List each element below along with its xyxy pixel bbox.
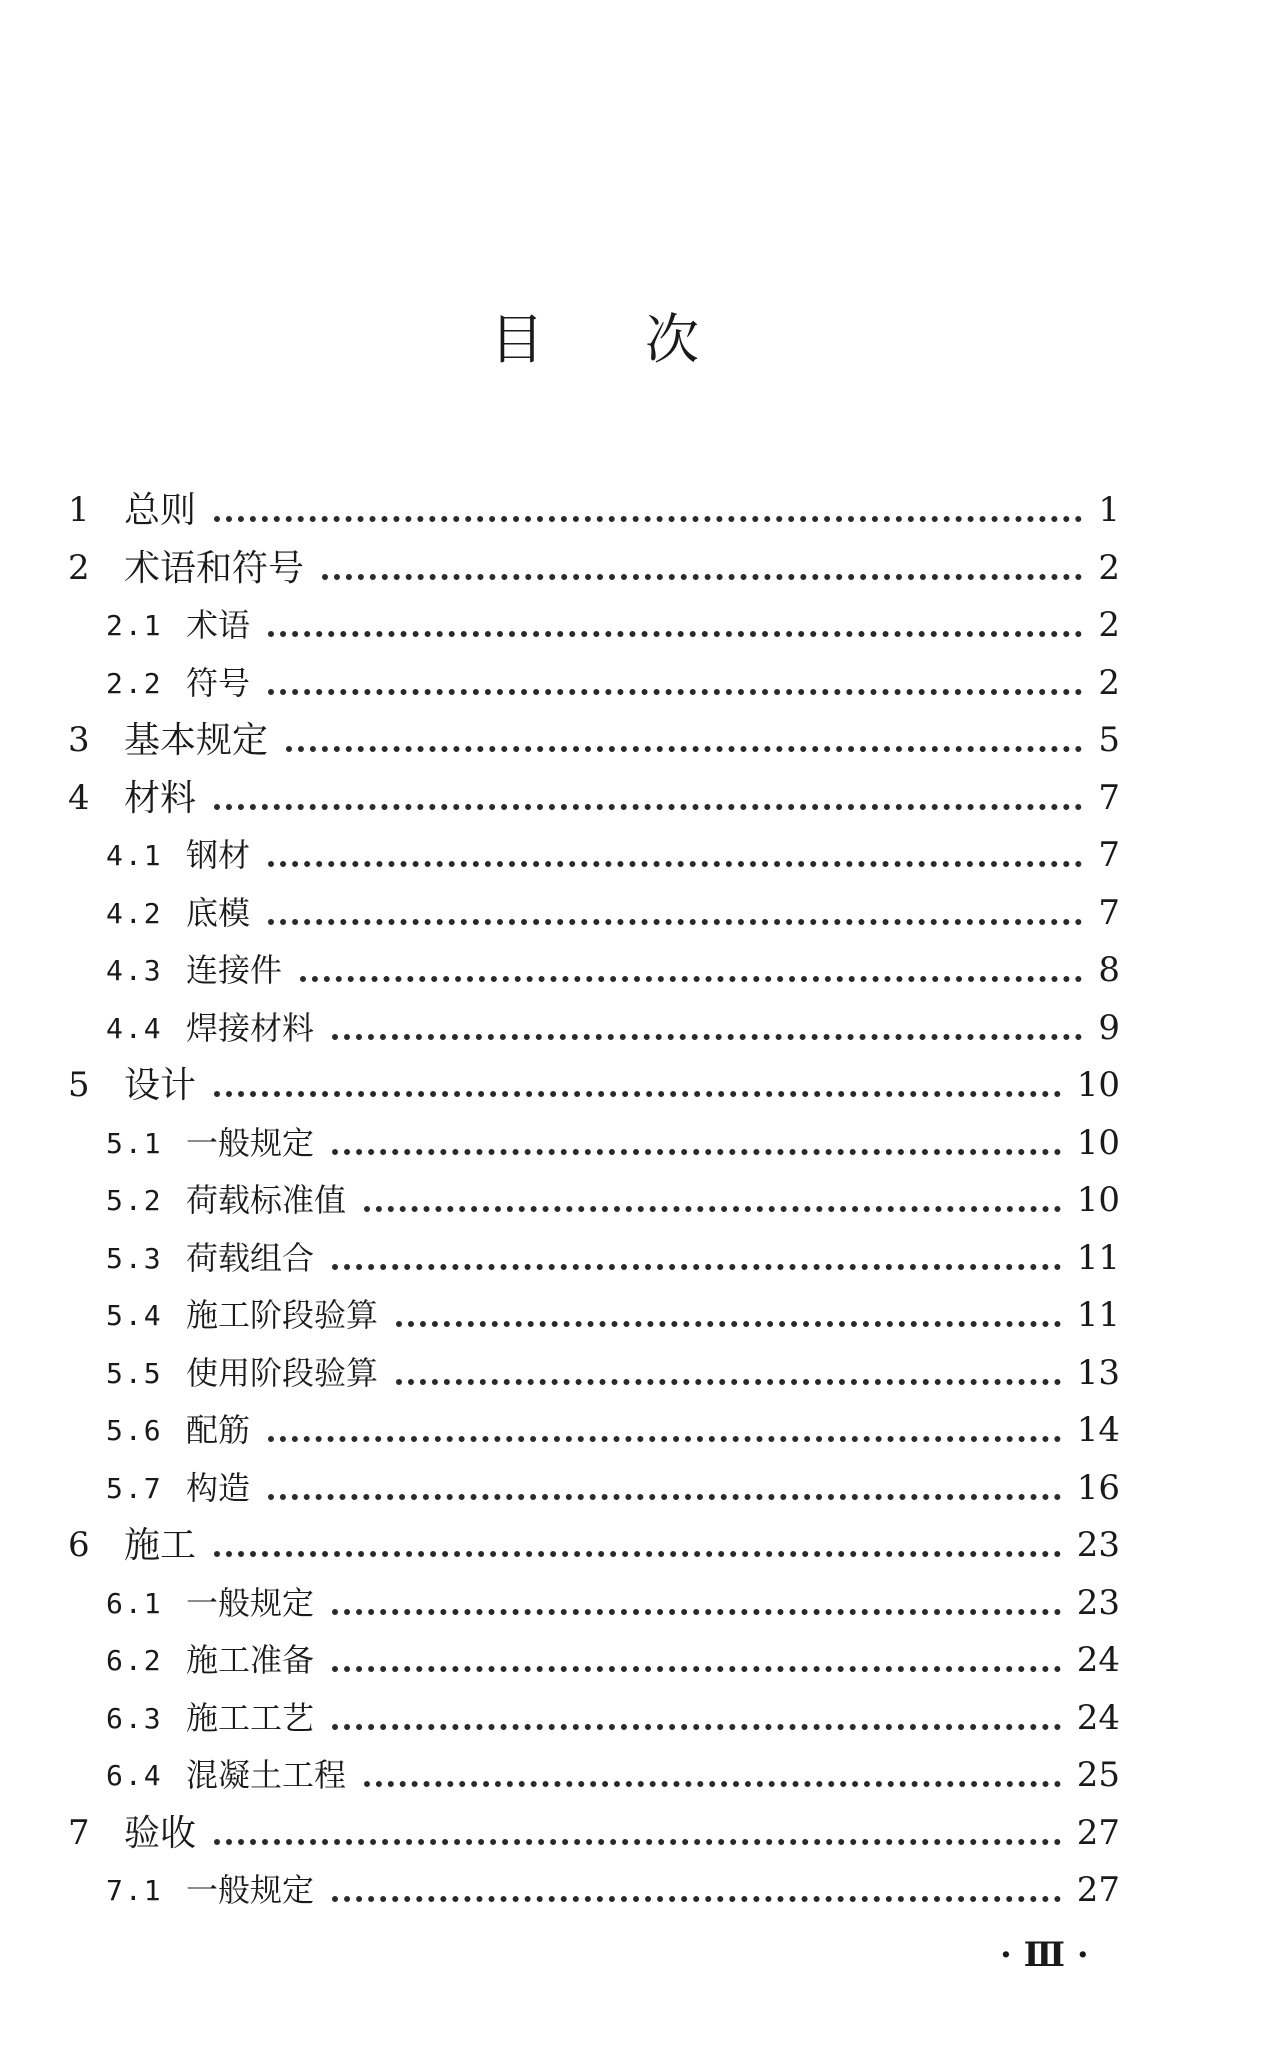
toc-entry-page-number: 23 [1076, 1525, 1120, 1565]
toc-dot-leader [332, 1034, 1082, 1040]
toc-entry-label: 设计 [124, 1065, 197, 1106]
toc-entry-number: 6.4 [106, 1759, 163, 1792]
toc-entry[interactable] [0, 1517, 1280, 1575]
toc-entry-number: 5.1 [106, 1126, 163, 1160]
toc-entry-number: 5.4 [106, 1299, 163, 1332]
toc-entry[interactable] [0, 1862, 1280, 1920]
toc-entry-page-number: 16 [1076, 1467, 1120, 1508]
toc-entry[interactable] [0, 655, 1280, 713]
toc-dot-leader [268, 631, 1082, 637]
toc-entry-number: 6.2 [106, 1644, 163, 1677]
toc-entry-label: 荷载标准值 [186, 1181, 347, 1219]
toc-entry-number: 4.1 [106, 839, 163, 872]
toc-entry-page-number: 10 [1076, 1180, 1120, 1220]
toc-entry-number: 1 [68, 490, 90, 530]
toc-entry[interactable] [0, 1172, 1280, 1230]
toc-entry-number: 2.1 [106, 609, 163, 642]
toc-entry[interactable] [0, 885, 1280, 943]
toc-entry-label: 施工工艺 [186, 1698, 315, 1737]
toc-entry-page-number: 27 [1076, 1870, 1120, 1910]
toc-entry[interactable] [0, 1805, 1280, 1863]
toc-entry[interactable] [0, 1632, 1280, 1690]
toc-entry-label: 符号 [186, 663, 251, 702]
toc-entry-page-number: 2 [1098, 662, 1120, 703]
toc-entry-number: 4.4 [106, 1011, 163, 1045]
page-number-marker: · Ⅲ · [1000, 1935, 1089, 1975]
toc-dot-leader [214, 1551, 1061, 1557]
toc-entry[interactable] [0, 1690, 1280, 1748]
toc-dot-leader [286, 746, 1082, 752]
toc-entry-label: 混凝土工程 [186, 1756, 347, 1794]
toc-entry-number: 7 [68, 1812, 90, 1853]
toc-entry-label: 一般规定 [186, 1123, 315, 1162]
toc-dot-leader [332, 1609, 1061, 1615]
toc-entry-number: 3 [68, 720, 90, 760]
toc-entry-page-number: 2 [1098, 605, 1120, 645]
toc-entry-page-number: 23 [1076, 1582, 1120, 1623]
toc-entry[interactable] [0, 597, 1280, 655]
toc-entry-page-number: 11 [1076, 1237, 1120, 1278]
toc-entry-page-number: 5 [1098, 720, 1120, 760]
toc-entry-page-number: 13 [1076, 1352, 1120, 1393]
toc-entry[interactable] [0, 770, 1280, 828]
toc-entry-number: 6 [68, 1525, 90, 1565]
toc-entry-number: 5.3 [106, 1241, 163, 1275]
toc-entry[interactable] [0, 1402, 1280, 1460]
toc-dot-leader [268, 861, 1082, 867]
toc-entry-page-number: 27 [1076, 1812, 1120, 1853]
toc-entry-label: 配筋 [186, 1411, 251, 1449]
toc-entry-number: 4.3 [106, 954, 163, 987]
toc-dot-leader [364, 1781, 1061, 1787]
toc-entry-page-number: 7 [1098, 892, 1120, 933]
toc-entry-number: 6.3 [106, 1701, 163, 1735]
toc-entry-number: 2 [68, 547, 90, 588]
toc-entry-number: 7.1 [106, 1874, 163, 1907]
toc-entry-label: 焊接材料 [186, 1008, 315, 1047]
toc-entry-number: 5.5 [106, 1356, 163, 1390]
toc-title [0, 300, 1280, 380]
toc-entry-number: 4 [68, 777, 90, 818]
toc-entry-label: 总则 [124, 490, 197, 531]
toc-entry-label: 底模 [186, 893, 251, 932]
toc-entry-page-number: 24 [1076, 1640, 1120, 1680]
toc-entry-page-number: 8 [1098, 950, 1120, 990]
toc-entry-number: 6.1 [106, 1586, 163, 1620]
toc-entry-label: 施工阶段验算 [186, 1296, 379, 1334]
toc-entry-page-number: 11 [1076, 1295, 1120, 1335]
toc-entry[interactable] [0, 1747, 1280, 1805]
toc-dot-leader [214, 516, 1082, 522]
toc-dot-leader [268, 1436, 1061, 1442]
toc-dot-leader [364, 1206, 1061, 1212]
toc-dot-leader [214, 804, 1082, 810]
toc-entry[interactable] [0, 1345, 1280, 1403]
toc-dot-leader [214, 1091, 1061, 1097]
toc-entry-page-number: 14 [1076, 1410, 1120, 1450]
toc-entry-label: 使用阶段验算 [186, 1353, 379, 1392]
toc-entry-page-number: 9 [1098, 1007, 1120, 1048]
toc-dot-leader [396, 1321, 1061, 1327]
toc-entry-page-number: 1 [1098, 490, 1120, 530]
toc-entry-label: 验收 [124, 1812, 197, 1854]
toc-entry-label: 材料 [124, 777, 197, 819]
toc-entry[interactable] [0, 482, 1280, 540]
toc-entry-page-number: 10 [1076, 1122, 1120, 1163]
page-footer [0, 1925, 1280, 1985]
toc-entry[interactable] [0, 712, 1280, 770]
toc-dot-leader [268, 1494, 1061, 1500]
toc-entry-page-number: 25 [1076, 1755, 1120, 1795]
toc-entry-label: 钢材 [186, 836, 251, 874]
toc-entry-label: 连接件 [186, 951, 283, 989]
toc-entry-label: 术语 [186, 606, 251, 644]
toc-title-char-2: 次 [645, 308, 699, 371]
toc-entry-label: 施工准备 [186, 1641, 315, 1679]
toc-dot-leader [332, 1264, 1061, 1270]
toc-entry[interactable] [0, 1000, 1280, 1058]
toc-entry-number: 5 [68, 1065, 90, 1105]
toc-entry[interactable] [0, 540, 1280, 598]
toc-entry-page-number: 2 [1098, 547, 1120, 588]
toc-dot-leader [396, 1379, 1061, 1385]
toc-entry-page-number: 24 [1076, 1697, 1120, 1738]
toc-dot-leader [214, 1839, 1061, 1845]
toc-entry-number: 5.6 [106, 1414, 163, 1447]
toc-entry-page-number: 10 [1076, 1065, 1120, 1105]
toc-dot-leader [300, 976, 1082, 982]
toc-entry[interactable] [0, 1230, 1280, 1288]
toc-dot-leader [332, 1149, 1061, 1155]
toc-entry-label: 构造 [186, 1468, 251, 1507]
toc-entry-page-number: 7 [1098, 835, 1120, 875]
toc-entry[interactable] [0, 1575, 1280, 1633]
table-of-contents [0, 482, 1280, 1920]
toc-entry-label: 一般规定 [186, 1871, 315, 1909]
toc-dot-leader [332, 1724, 1061, 1730]
toc-entry-number: 5.7 [106, 1471, 163, 1505]
toc-entry-number: 5.2 [106, 1184, 163, 1217]
toc-entry[interactable] [0, 827, 1280, 885]
toc-entry[interactable] [0, 1057, 1280, 1115]
toc-entry-label: 基本规定 [124, 720, 269, 761]
toc-title-char-1: 目 [490, 308, 544, 371]
toc-entry[interactable] [0, 1287, 1280, 1345]
toc-dot-leader [332, 1896, 1061, 1902]
toc-entry-label: 施工 [124, 1525, 197, 1566]
toc-entry-label: 术语和符号 [124, 547, 305, 589]
toc-entry[interactable] [0, 1115, 1280, 1173]
toc-entry-label: 一般规定 [186, 1583, 315, 1622]
toc-dot-leader [322, 574, 1082, 580]
toc-entry-label: 荷载组合 [186, 1238, 315, 1277]
toc-entry-number: 2.2 [106, 666, 163, 700]
toc-entry[interactable] [0, 942, 1280, 1000]
toc-entry[interactable] [0, 1460, 1280, 1518]
toc-entry-page-number: 7 [1098, 777, 1120, 818]
toc-dot-leader [332, 1666, 1061, 1672]
toc-dot-leader [268, 689, 1082, 695]
toc-dot-leader [268, 919, 1082, 925]
toc-entry-number: 4.2 [106, 896, 163, 930]
